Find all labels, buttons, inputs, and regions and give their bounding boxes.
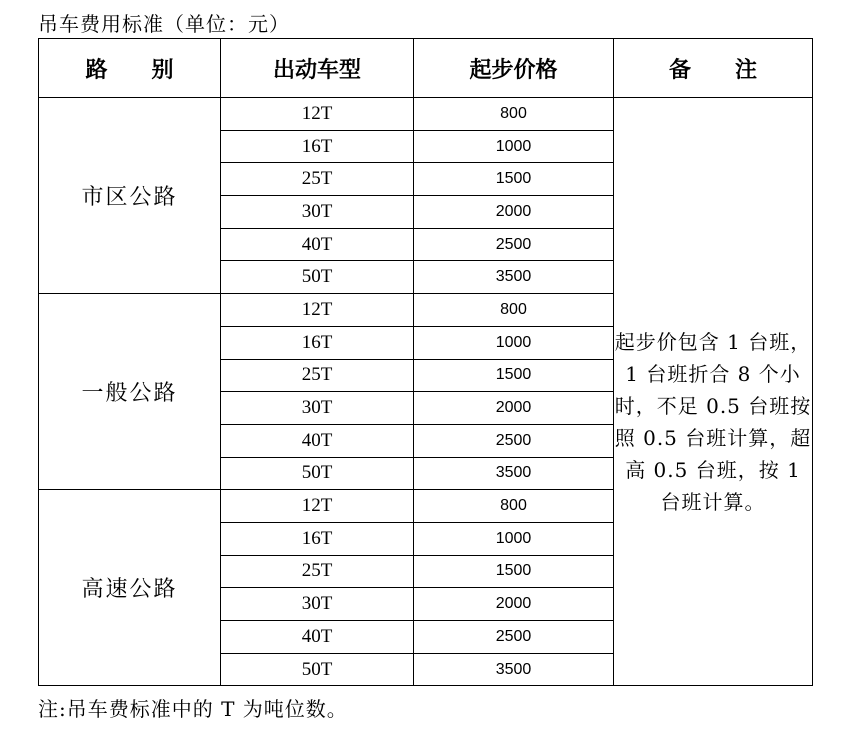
header-remark: 备 注 (614, 39, 813, 98)
vehicle-model-cell: 40T (221, 228, 414, 261)
starting-price-cell: 2000 (414, 392, 614, 425)
vehicle-model-cell: 16T (221, 326, 414, 359)
vehicle-model-cell: 25T (221, 163, 414, 196)
vehicle-model-cell: 40T (221, 424, 414, 457)
starting-price-cell: 1500 (414, 163, 614, 196)
vehicle-model-cell: 25T (221, 555, 414, 588)
starting-price-cell: 1000 (414, 130, 614, 163)
starting-price-cell: 3500 (414, 457, 614, 490)
vehicle-model-cell: 16T (221, 130, 414, 163)
starting-price-cell: 1500 (414, 555, 614, 588)
starting-price-cell: 2500 (414, 621, 614, 654)
road-type-cell: 高速公路 (39, 490, 221, 686)
starting-price-cell: 2500 (414, 228, 614, 261)
footnote: 注:吊车费标准中的 T 为吨位数。 (38, 697, 348, 721)
starting-price-cell: 2000 (414, 196, 614, 229)
vehicle-model-cell: 12T (221, 98, 414, 131)
remark-cell (614, 98, 813, 686)
header-row (39, 39, 813, 98)
table-row (39, 98, 813, 131)
vehicle-model-cell: 30T (221, 392, 414, 425)
vehicle-model-cell: 40T (221, 621, 414, 654)
starting-price-cell: 2500 (414, 424, 614, 457)
vehicle-model-cell: 50T (221, 457, 414, 490)
road-type-cell: 一般公路 (39, 294, 221, 490)
remark-text: 起步价包含 1 台班，1 台班折合 8 个小时，不足 0.5 台班按照 0.5 台班计算，超高 0.5 台班，按 1 台班计算。 (614, 329, 812, 514)
header-model: 出动车型 (221, 39, 414, 98)
table-body (39, 98, 813, 686)
vehicle-model-cell: 12T (221, 490, 414, 523)
starting-price-cell: 800 (414, 294, 614, 327)
starting-price-cell: 3500 (414, 653, 614, 686)
starting-price-cell: 1500 (414, 359, 614, 392)
crane-fee-table (38, 38, 813, 686)
starting-price-cell: 1000 (414, 522, 614, 555)
starting-price-cell: 800 (414, 490, 614, 523)
header-price: 起步价格 (414, 39, 614, 98)
vehicle-model-cell: 16T (221, 522, 414, 555)
table-caption: 吊车费用标准（单位：元） (38, 12, 290, 36)
starting-price-cell: 1000 (414, 326, 614, 359)
vehicle-model-cell: 50T (221, 261, 414, 294)
road-type-cell: 市区公路 (39, 98, 221, 294)
starting-price-cell: 2000 (414, 588, 614, 621)
header-road: 路 别 (39, 39, 221, 98)
vehicle-model-cell: 30T (221, 196, 414, 229)
vehicle-model-cell: 25T (221, 359, 414, 392)
vehicle-model-cell: 50T (221, 653, 414, 686)
vehicle-model-cell: 30T (221, 588, 414, 621)
vehicle-model-cell: 12T (221, 294, 414, 327)
starting-price-cell: 3500 (414, 261, 614, 294)
starting-price-cell: 800 (414, 98, 614, 131)
